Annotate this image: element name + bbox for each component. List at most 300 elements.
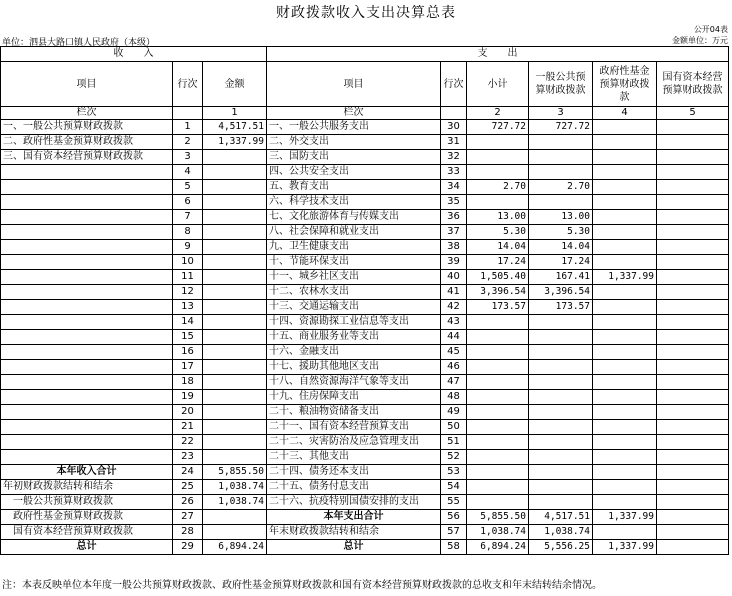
table-row xyxy=(1,195,729,210)
expense-general-cell: 5,556.25 xyxy=(529,540,593,555)
table-row xyxy=(1,225,729,240)
income-item-cell: 政府性基金预算财政拨款 xyxy=(1,510,173,525)
expense-item-cell: 四、公共安全支出 xyxy=(267,165,441,180)
expense-fund-cell xyxy=(593,375,657,390)
table-row xyxy=(1,285,729,300)
expense-state-cell xyxy=(657,315,729,330)
expense-general-cell: 2.70 xyxy=(529,180,593,195)
income-amount-cell xyxy=(203,450,267,465)
expense-state-cell xyxy=(657,420,729,435)
income-item-cell xyxy=(1,435,173,450)
income-item-cell xyxy=(1,315,173,330)
expense-state-cell xyxy=(657,345,729,360)
income-amount-cell xyxy=(203,300,267,315)
expense-item-cell: 本年支出合计 xyxy=(267,510,441,525)
expense-state-cell xyxy=(657,510,729,525)
expense-item-cell: 二十、粮油物资储备支出 xyxy=(267,405,441,420)
income-line-cell: 18 xyxy=(173,375,203,390)
income-line-cell: 21 xyxy=(173,420,203,435)
expense-line-cell: 52 xyxy=(441,450,467,465)
expense-line-cell: 41 xyxy=(441,285,467,300)
index-c4: 4 xyxy=(593,107,657,120)
expense-line-cell: 51 xyxy=(441,435,467,450)
income-line-cell: 5 xyxy=(173,180,203,195)
income-amount-cell: 5,855.50 xyxy=(203,465,267,480)
expense-general-cell: 727.72 xyxy=(529,120,593,135)
income-amount-cell xyxy=(203,180,267,195)
table-row xyxy=(1,255,729,270)
expense-state-cell xyxy=(657,390,729,405)
expense-subtotal-cell xyxy=(467,150,529,165)
table-row xyxy=(1,330,729,345)
income-amount-cell xyxy=(203,195,267,210)
expense-subtotal-cell: 1,038.74 xyxy=(467,525,529,540)
expense-fund-cell xyxy=(593,345,657,360)
expense-fund-cell xyxy=(593,450,657,465)
expense-state-cell xyxy=(657,480,729,495)
expense-item-cell: 十七、援助其他地区支出 xyxy=(267,360,441,375)
income-line-cell: 23 xyxy=(173,450,203,465)
income-amount-cell xyxy=(203,435,267,450)
income-line-cell: 4 xyxy=(173,165,203,180)
expense-subtotal-cell xyxy=(467,405,529,420)
income-amount-cell: 4,517.51 xyxy=(203,120,267,135)
expense-line-cell: 42 xyxy=(441,300,467,315)
income-line-cell: 25 xyxy=(173,480,203,495)
expense-line-cell: 53 xyxy=(441,465,467,480)
expense-item-cell: 十五、商业服务业等支出 xyxy=(267,330,441,345)
table-row xyxy=(1,150,729,165)
budget-table xyxy=(0,46,729,555)
expense-state-cell xyxy=(657,240,729,255)
expense-line-cell: 32 xyxy=(441,150,467,165)
expense-fund-cell xyxy=(593,480,657,495)
income-amount-cell xyxy=(203,165,267,180)
expense-subtotal-cell xyxy=(467,495,529,510)
expense-state-cell xyxy=(657,330,729,345)
table-row xyxy=(1,135,729,150)
table-row xyxy=(1,465,729,480)
income-amount-cell xyxy=(203,360,267,375)
expense-state-cell xyxy=(657,435,729,450)
expense-general-cell xyxy=(529,375,593,390)
expense-fund-cell xyxy=(593,435,657,450)
amount-unit: 金额单位：万元 xyxy=(672,36,728,45)
expense-general-cell xyxy=(529,150,593,165)
income-item-cell xyxy=(1,285,173,300)
expense-section-header: 支 出 xyxy=(267,47,729,62)
expense-item-cell: 十二、农林水支出 xyxy=(267,285,441,300)
income-amount-cell xyxy=(203,315,267,330)
expense-state-cell xyxy=(657,450,729,465)
expense-fund-cell xyxy=(593,390,657,405)
expense-general-cell xyxy=(529,465,593,480)
expense-line-cell: 46 xyxy=(441,360,467,375)
income-amount-cell xyxy=(203,420,267,435)
expense-fund-cell xyxy=(593,300,657,315)
income-amount-cell xyxy=(203,345,267,360)
table-row xyxy=(1,540,729,555)
expense-subtotal-cell: 5.30 xyxy=(467,225,529,240)
expense-state-cell xyxy=(657,180,729,195)
table-row xyxy=(1,480,729,495)
expense-item-cell: 九、卫生健康支出 xyxy=(267,240,441,255)
header-amount: 金额 xyxy=(203,62,267,107)
income-amount-cell: 1,038.74 xyxy=(203,480,267,495)
income-item-cell xyxy=(1,405,173,420)
income-line-cell: 11 xyxy=(173,270,203,285)
expense-state-cell xyxy=(657,150,729,165)
expense-state-cell xyxy=(657,360,729,375)
index-label: 栏次 xyxy=(1,107,173,120)
expense-fund-cell xyxy=(593,240,657,255)
table-row xyxy=(1,270,729,285)
expense-fund-cell xyxy=(593,495,657,510)
expense-subtotal-cell: 173.57 xyxy=(467,300,529,315)
header-exp-item: 项目 xyxy=(267,62,441,107)
expense-subtotal-cell: 5,855.50 xyxy=(467,510,529,525)
expense-line-cell: 39 xyxy=(441,255,467,270)
expense-state-cell xyxy=(657,270,729,285)
expense-subtotal-cell xyxy=(467,360,529,375)
income-line-cell: 10 xyxy=(173,255,203,270)
expense-fund-cell xyxy=(593,135,657,150)
income-item-cell: 本年收入合计 xyxy=(1,465,173,480)
expense-general-cell xyxy=(529,495,593,510)
table-row xyxy=(1,120,729,135)
income-line-cell: 22 xyxy=(173,435,203,450)
expense-line-cell: 38 xyxy=(441,240,467,255)
header-general: 一般公共预算财政拨款 xyxy=(529,62,593,107)
expense-item-cell: 六、科学技术支出 xyxy=(267,195,441,210)
header-line: 行次 xyxy=(173,62,203,107)
expense-general-cell: 3,396.54 xyxy=(529,285,593,300)
expense-line-cell: 56 xyxy=(441,510,467,525)
income-amount-cell xyxy=(203,405,267,420)
expense-item-cell: 七、文化旅游体育与传媒支出 xyxy=(267,210,441,225)
expense-fund-cell: 1,337.99 xyxy=(593,270,657,285)
expense-line-cell: 58 xyxy=(441,540,467,555)
expense-general-cell: 13.00 xyxy=(529,210,593,225)
expense-state-cell xyxy=(657,195,729,210)
expense-item-cell: 二十五、债务付息支出 xyxy=(267,480,441,495)
expense-general-cell xyxy=(529,390,593,405)
expense-line-cell: 57 xyxy=(441,525,467,540)
expense-fund-cell xyxy=(593,150,657,165)
expense-state-cell xyxy=(657,165,729,180)
expense-state-cell xyxy=(657,375,729,390)
expense-subtotal-cell xyxy=(467,465,529,480)
expense-subtotal-cell xyxy=(467,330,529,345)
expense-fund-cell xyxy=(593,525,657,540)
expense-general-cell: 5.30 xyxy=(529,225,593,240)
table-row xyxy=(1,450,729,465)
expense-fund-cell xyxy=(593,315,657,330)
expense-subtotal-cell: 3,396.54 xyxy=(467,285,529,300)
expense-subtotal-cell xyxy=(467,480,529,495)
expense-subtotal-cell xyxy=(467,450,529,465)
report-title: 财政拨款收入支出决算总表 xyxy=(276,5,456,21)
expense-line-cell: 49 xyxy=(441,405,467,420)
expense-item-cell: 十、节能环保支出 xyxy=(267,255,441,270)
footnote: 注：本表反映单位本年度一般公共预算财政拨款、政府性基金预算财政拨款和国有资本经营预算财政拨款的总收支和年末结转结余情况。 xyxy=(2,580,602,591)
income-item-cell xyxy=(1,195,173,210)
expense-subtotal-cell: 6,894.24 xyxy=(467,540,529,555)
income-line-cell: 2 xyxy=(173,135,203,150)
income-section-header: 收 入 xyxy=(1,47,267,62)
expense-line-cell: 54 xyxy=(441,480,467,495)
expense-subtotal-cell: 727.72 xyxy=(467,120,529,135)
expense-item-cell: 二十六、抗疫特别国债安排的支出 xyxy=(267,495,441,510)
expense-fund-cell: 1,337.99 xyxy=(593,510,657,525)
income-amount-cell xyxy=(203,270,267,285)
expense-fund-cell xyxy=(593,225,657,240)
expense-fund-cell xyxy=(593,165,657,180)
table-row xyxy=(1,180,729,195)
expense-general-cell xyxy=(529,435,593,450)
expense-general-cell xyxy=(529,315,593,330)
expense-subtotal-cell xyxy=(467,375,529,390)
table-row xyxy=(1,240,729,255)
income-item-cell: 年初财政拨款结转和结余 xyxy=(1,480,173,495)
expense-item-cell: 十三、交通运输支出 xyxy=(267,300,441,315)
header-state: 国有资本经营预算财政拨款 xyxy=(657,62,729,107)
expense-item-cell: 十六、金融支出 xyxy=(267,345,441,360)
income-item-cell xyxy=(1,300,173,315)
expense-subtotal-cell xyxy=(467,135,529,150)
income-amount-cell xyxy=(203,240,267,255)
income-item-cell: 一、一般公共预算财政拨款 xyxy=(1,120,173,135)
expense-line-cell: 44 xyxy=(441,330,467,345)
table-row xyxy=(1,375,729,390)
income-line-cell: 3 xyxy=(173,150,203,165)
expense-state-cell xyxy=(657,225,729,240)
index-exp-blank xyxy=(441,107,467,120)
income-item-cell: 国有资本经营预算财政拨款 xyxy=(1,525,173,540)
expense-subtotal-cell: 14.04 xyxy=(467,240,529,255)
expense-subtotal-cell xyxy=(467,390,529,405)
index-c5: 5 xyxy=(657,107,729,120)
expense-general-cell xyxy=(529,480,593,495)
expense-line-cell: 31 xyxy=(441,135,467,150)
expense-subtotal-cell: 13.00 xyxy=(467,210,529,225)
income-line-cell: 1 xyxy=(173,120,203,135)
income-line-cell: 29 xyxy=(173,540,203,555)
expense-general-cell xyxy=(529,345,593,360)
expense-item-cell: 八、社会保障和就业支出 xyxy=(267,225,441,240)
income-amount-cell xyxy=(203,225,267,240)
expense-state-cell xyxy=(657,540,729,555)
expense-fund-cell xyxy=(593,330,657,345)
index-blank xyxy=(173,107,203,120)
expense-item-cell: 二十二、灾害防治及应急管理支出 xyxy=(267,435,441,450)
expense-general-cell xyxy=(529,360,593,375)
income-item-cell xyxy=(1,330,173,345)
expense-fund-cell: 1,337.99 xyxy=(593,540,657,555)
income-amount-cell: 6,894.24 xyxy=(203,540,267,555)
expense-fund-cell xyxy=(593,465,657,480)
income-line-cell: 17 xyxy=(173,360,203,375)
table-row xyxy=(1,300,729,315)
expense-item-cell: 十九、住房保障支出 xyxy=(267,390,441,405)
expense-subtotal-cell: 1,505.40 xyxy=(467,270,529,285)
expense-line-cell: 30 xyxy=(441,120,467,135)
expense-state-cell xyxy=(657,120,729,135)
income-amount-cell: 1,337.99 xyxy=(203,135,267,150)
expense-general-cell xyxy=(529,195,593,210)
income-line-cell: 8 xyxy=(173,225,203,240)
income-line-cell: 7 xyxy=(173,210,203,225)
income-amount-cell: 1,038.74 xyxy=(203,495,267,510)
income-item-cell xyxy=(1,255,173,270)
income-line-cell: 9 xyxy=(173,240,203,255)
expense-line-cell: 47 xyxy=(441,375,467,390)
table-row xyxy=(1,390,729,405)
income-line-cell: 14 xyxy=(173,315,203,330)
income-amount-cell xyxy=(203,510,267,525)
expense-fund-cell xyxy=(593,120,657,135)
income-item-cell xyxy=(1,225,173,240)
income-item-cell xyxy=(1,270,173,285)
table-row xyxy=(1,345,729,360)
expense-line-cell: 50 xyxy=(441,420,467,435)
expense-item-cell: 二十一、国有资本经营预算支出 xyxy=(267,420,441,435)
expense-state-cell xyxy=(657,285,729,300)
expense-item-cell: 十一、城乡社区支出 xyxy=(267,270,441,285)
expense-line-cell: 36 xyxy=(441,210,467,225)
income-item-cell: 一般公共预算财政拨款 xyxy=(1,495,173,510)
expense-fund-cell xyxy=(593,405,657,420)
expense-general-cell: 167.41 xyxy=(529,270,593,285)
income-item-cell xyxy=(1,165,173,180)
expense-fund-cell xyxy=(593,360,657,375)
table-row xyxy=(1,510,729,525)
income-amount-cell xyxy=(203,255,267,270)
expense-fund-cell xyxy=(593,180,657,195)
expense-fund-cell xyxy=(593,420,657,435)
expense-subtotal-cell xyxy=(467,435,529,450)
expense-state-cell xyxy=(657,255,729,270)
form-code: 公开04表 xyxy=(693,25,728,34)
income-item-cell xyxy=(1,375,173,390)
expense-line-cell: 48 xyxy=(441,390,467,405)
expense-fund-cell xyxy=(593,210,657,225)
income-line-cell: 26 xyxy=(173,495,203,510)
expense-subtotal-cell xyxy=(467,195,529,210)
expense-general-cell xyxy=(529,330,593,345)
income-item-cell xyxy=(1,360,173,375)
expense-general-cell xyxy=(529,135,593,150)
expense-line-cell: 43 xyxy=(441,315,467,330)
income-line-cell: 12 xyxy=(173,285,203,300)
expense-general-cell: 1,038.74 xyxy=(529,525,593,540)
expense-line-cell: 40 xyxy=(441,270,467,285)
expense-state-cell xyxy=(657,135,729,150)
expense-general-cell xyxy=(529,450,593,465)
income-amount-cell xyxy=(203,330,267,345)
income-item-cell xyxy=(1,180,173,195)
income-item-cell xyxy=(1,390,173,405)
expense-item-cell: 二十四、债务还本支出 xyxy=(267,465,441,480)
income-line-cell: 28 xyxy=(173,525,203,540)
index-exp-label: 栏次 xyxy=(267,107,441,120)
income-amount-cell xyxy=(203,525,267,540)
income-line-cell: 24 xyxy=(173,465,203,480)
header-item: 项目 xyxy=(1,62,173,107)
expense-item-cell: 二十三、其他支出 xyxy=(267,450,441,465)
expense-general-cell: 4,517.51 xyxy=(529,510,593,525)
income-amount-cell xyxy=(203,210,267,225)
expense-state-cell xyxy=(657,465,729,480)
header-fund: 政府性基金预算财政拨款 xyxy=(593,62,657,107)
income-line-cell: 15 xyxy=(173,330,203,345)
expense-general-cell: 17.24 xyxy=(529,255,593,270)
income-amount-cell xyxy=(203,390,267,405)
expense-general-cell: 14.04 xyxy=(529,240,593,255)
header-subtotal: 小计 xyxy=(467,62,529,107)
expense-state-cell xyxy=(657,525,729,540)
income-line-cell: 13 xyxy=(173,300,203,315)
table-row xyxy=(1,525,729,540)
income-item-cell xyxy=(1,240,173,255)
expense-fund-cell xyxy=(593,195,657,210)
expense-general-cell: 173.57 xyxy=(529,300,593,315)
income-item-cell: 总计 xyxy=(1,540,173,555)
income-item-cell xyxy=(1,420,173,435)
income-line-cell: 16 xyxy=(173,345,203,360)
expense-item-cell: 二、外交支出 xyxy=(267,135,441,150)
income-line-cell: 20 xyxy=(173,405,203,420)
expense-fund-cell xyxy=(593,285,657,300)
table-row xyxy=(1,405,729,420)
income-item-cell xyxy=(1,450,173,465)
expense-item-cell: 十八、自然资源海洋气象等支出 xyxy=(267,375,441,390)
income-amount-cell xyxy=(203,150,267,165)
expense-line-cell: 34 xyxy=(441,180,467,195)
expense-state-cell xyxy=(657,495,729,510)
expense-general-cell xyxy=(529,165,593,180)
table-row xyxy=(1,165,729,180)
expense-subtotal-cell xyxy=(467,315,529,330)
expense-general-cell xyxy=(529,420,593,435)
expense-item-cell: 三、国防支出 xyxy=(267,150,441,165)
income-item-cell xyxy=(1,345,173,360)
expense-item-cell: 总计 xyxy=(267,540,441,555)
expense-item-cell: 一、一般公共服务支出 xyxy=(267,120,441,135)
expense-item-cell: 十四、资源勘探工业信息等支出 xyxy=(267,315,441,330)
header-exp-line: 行次 xyxy=(441,62,467,107)
expense-subtotal-cell xyxy=(467,165,529,180)
expense-subtotal-cell: 17.24 xyxy=(467,255,529,270)
unit-label: 单位：泗县大路口镇人民政府（本级） xyxy=(2,38,156,48)
expense-subtotal-cell xyxy=(467,420,529,435)
table-row xyxy=(1,210,729,225)
expense-item-cell: 五、教育支出 xyxy=(267,180,441,195)
income-item-cell: 三、国有资本经营预算财政拨款 xyxy=(1,150,173,165)
expense-line-cell: 35 xyxy=(441,195,467,210)
income-line-cell: 6 xyxy=(173,195,203,210)
income-amount-cell xyxy=(203,285,267,300)
table-row xyxy=(1,420,729,435)
expense-line-cell: 33 xyxy=(441,165,467,180)
expense-line-cell: 55 xyxy=(441,495,467,510)
index-c2: 2 xyxy=(467,107,529,120)
expense-general-cell xyxy=(529,405,593,420)
table-row xyxy=(1,315,729,330)
income-line-cell: 27 xyxy=(173,510,203,525)
income-item-cell xyxy=(1,210,173,225)
expense-line-cell: 45 xyxy=(441,345,467,360)
